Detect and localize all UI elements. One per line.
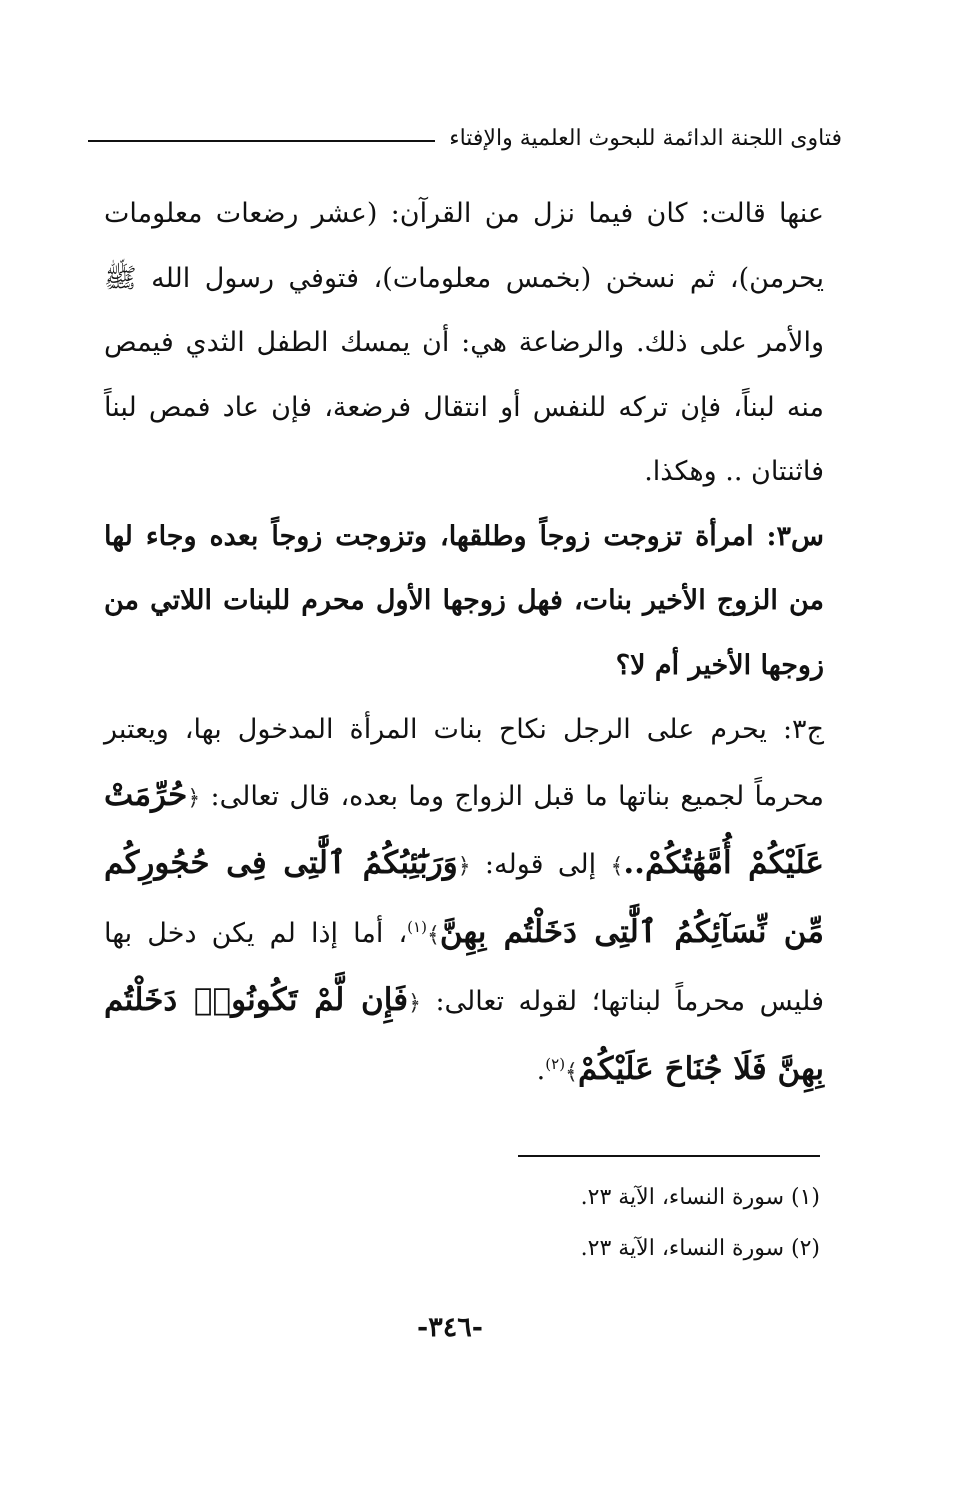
answer-paragraph	[104, 698, 824, 1105]
quran-verse-1: حُرِّمَتْ عَلَيْكُمْ أُمَّهَٰتُكُمْ..	[104, 776, 825, 881]
quran-verse-3: فَإِن لَّمْ تَكُونُوا۟ دَخَلْتُم بِهِنَّ فَلَا جُنَاحَ عَلَيْكُمْ	[104, 982, 824, 1087]
header-title: فتاوى اللجنة الدائمة للبحوث العلمية والإفتاء	[449, 125, 842, 151]
quran-brace-open: ﴿	[457, 854, 471, 879]
footnote-1: (١) سورة النساء، الآية ٢٣.	[580, 1185, 820, 1210]
quran-brace-close: ﴾	[426, 922, 440, 948]
end-period: .	[536, 1054, 546, 1086]
quran-brace-close: ﴾	[565, 1059, 578, 1085]
running-header	[88, 118, 842, 158]
to-his-saying: إلى قوله:	[484, 849, 597, 880]
footnote-ref-2: (٢)	[545, 1054, 566, 1073]
quran-verse-2: وَرَبَٰٓئِبُكُمُ ٱلَّٰتِى فِى حُجُورِكُم مِّن نِّسَآئِكُمُ ٱلَّٰتِى دَخَلْتُم بِهِنَّ	[104, 845, 825, 950]
answer-intro: ج٣: يحرم على الرجل نكاح بنات المرأة المدخول بها، ويعتبر محرماً لجميع بناتها ما قبل الزواج وما بعده، قال تعالى:	[104, 714, 824, 812]
answer-continuation-paragraph: عنها قالت: كان فيما نزل من القرآن: (عشر رضعات معلومات يحرمن)، ثم نسخن (بخمس معلومات)، فتوفي رسول الله ﷺ والأمر على ذلك. والرضاعة هي: أن يمسك الطفل الثدي فيمص منه لبناً، فإن تركه للنفس أو انتقال فرضعة، فإن عاد فمص لبناً فاثنتان .. وهكذا.	[104, 198, 824, 487]
footnote-2: (٢) سورة النساء، الآية ٢٣.	[580, 1236, 820, 1261]
quran-brace-open: ﴿	[187, 785, 201, 811]
footnotes	[320, 1172, 820, 1274]
footnote-rule	[518, 1155, 820, 1157]
body-text	[104, 182, 824, 1105]
footnote-ref-1: (١)	[407, 917, 427, 936]
page-number: -٣٤٦-	[417, 1312, 483, 1343]
answer-mid: ، أما إذا لم يكن دخل بها فليس محرماً لبناتها؛ لقوله تعالى:	[104, 917, 824, 1017]
header-rule	[88, 140, 435, 142]
quran-brace-open: ﴿	[408, 991, 421, 1016]
question-paragraph: س٣: امرأة تزوجت زوجاً وطلقها، وتزوجت زوجاً بعده وجاء لها من الزوج الأخير بنات، فهل زوجها الأول محرم للبنات اللاتي من زوجها الأخير أم لا؟	[104, 520, 824, 681]
quran-brace-close: ﴾	[610, 854, 624, 879]
